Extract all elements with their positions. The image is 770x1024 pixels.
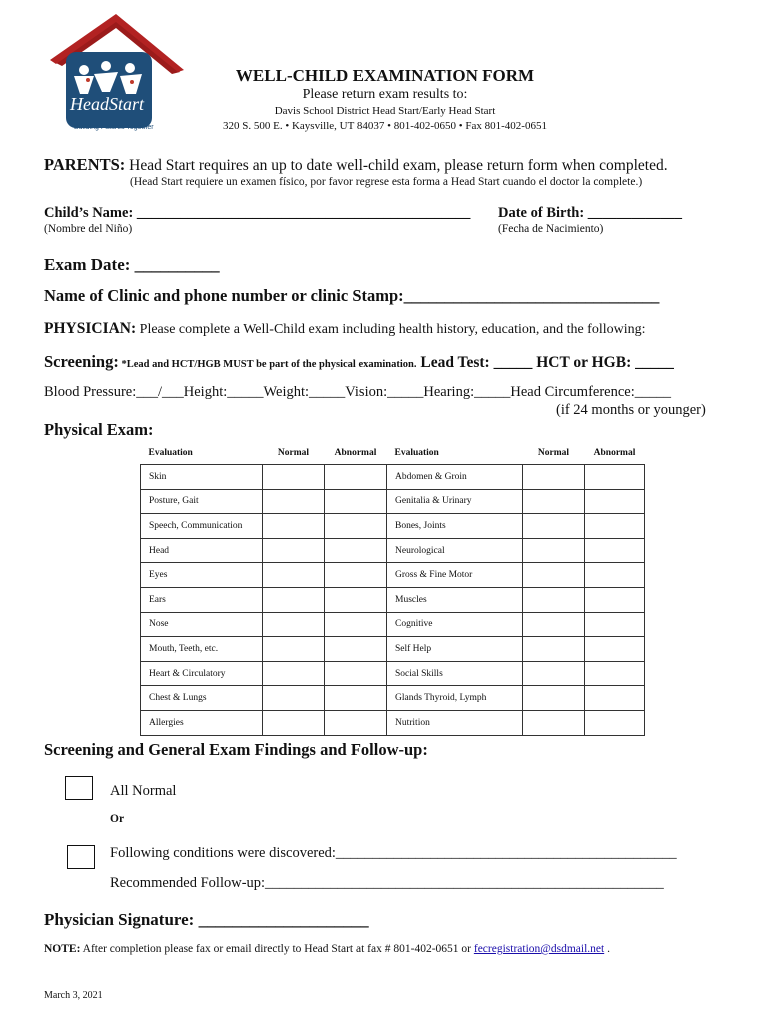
physician-text: Please complete a Well-Child exam including health history, education, and the following: (136, 322, 646, 337)
note-label: NOTE: (44, 943, 81, 955)
normal-check-cell[interactable] (263, 465, 325, 490)
screening-note: *Lead and HCT/HGB MUST be part of the physical examination. (118, 359, 417, 370)
abnormal-check-cell[interactable] (325, 686, 387, 711)
address-line: 320 S. 500 E. • Kaysville, UT 84037 • 801-402-0650 • Fax 801-402-0651 (223, 120, 547, 132)
normal-check-cell[interactable] (263, 587, 325, 612)
vitals-fields[interactable]: Blood Pressure:___/___Height:_____Weight:_____Vision:_____Hearing:_____Head Circumference:_____ (44, 384, 671, 400)
eval-label: Heart & Circulatory (141, 661, 263, 686)
clinic-field[interactable]: Name of Clinic and phone number or clinic Stamp:_______________________________ (44, 286, 660, 305)
eval-label: Skin (141, 465, 263, 490)
header-evaluation: Evaluation (148, 448, 193, 458)
eval-label: Eyes (141, 563, 263, 588)
child-name-field[interactable]: Child’s Name: ______________________________________________ (44, 205, 471, 221)
parents-text: Head Start requires an up to date well-child exam, please return form when completed. (125, 157, 668, 174)
table-row (141, 514, 645, 539)
eval-label: Bones, Joints (387, 514, 523, 539)
form-title: WELL-CHILD EXAMINATION FORM (235, 66, 535, 85)
parents-label: PARENTS: (44, 155, 126, 174)
normal-check-cell[interactable] (263, 538, 325, 563)
eval-label: Muscles (387, 587, 523, 612)
eval-label: Abdomen & Groin (387, 465, 523, 490)
headstart-logo (44, 14, 184, 139)
normal-check-cell[interactable] (263, 489, 325, 514)
normal-check-cell[interactable] (263, 710, 325, 735)
table-header-row (141, 442, 645, 465)
lead-hct-fields[interactable]: Lead Test: _____ HCT or HGB: _____ (416, 354, 674, 371)
abnormal-check-cell[interactable] (325, 465, 387, 490)
physician-line (44, 320, 646, 338)
eval-label: Social Skills (387, 661, 523, 686)
date-of-birth-spanish: (Fecha de Nacimiento) (498, 223, 604, 235)
abnormal-check-cell[interactable] (325, 538, 387, 563)
screening-label: Screening: (44, 352, 119, 371)
screening-line (44, 352, 674, 372)
note-end: . (604, 943, 610, 955)
abnormal-check-cell[interactable] (585, 612, 645, 637)
table-row (141, 489, 645, 514)
eval-label: Posture, Gait (141, 489, 263, 514)
normal-check-cell[interactable] (263, 514, 325, 539)
return-line: Please return exam results to: (302, 87, 468, 102)
district-line: Davis School District Head Start/Early Head Start (274, 105, 496, 117)
eval-label: Nutrition (387, 710, 523, 735)
all-normal-checkbox[interactable] (65, 776, 93, 800)
normal-check-cell[interactable] (523, 465, 585, 490)
header-normal: Normal (537, 448, 570, 458)
physical-exam-table (140, 442, 645, 736)
physician-label: PHYSICIAN: (44, 320, 137, 337)
conditions-field[interactable]: Following conditions were discovered:_______________________________________________ (110, 845, 677, 861)
note-text: After completion please fax or email directly to Head Start at fax # 801-402-0651 or (80, 943, 474, 955)
abnormal-check-cell[interactable] (585, 563, 645, 588)
normal-check-cell[interactable] (263, 563, 325, 588)
eval-label: Mouth, Teeth, etc. (141, 637, 263, 662)
abnormal-check-cell[interactable] (585, 514, 645, 539)
physician-signature-field[interactable]: Physician Signature: ____________________ (44, 910, 369, 929)
eval-label: Cognitive (387, 612, 523, 637)
table-row (141, 465, 645, 490)
normal-check-cell[interactable] (263, 612, 325, 637)
followup-field[interactable]: Recommended Follow-up:_______________________________________________________ (110, 875, 664, 891)
abnormal-check-cell[interactable] (585, 587, 645, 612)
header-abnormal: Abnormal (593, 448, 636, 458)
conditions-checkbox[interactable] (67, 845, 95, 869)
email-link[interactable]: fecregistration@dsdmail.net (473, 943, 605, 955)
eval-label: Speech, Communication (141, 514, 263, 539)
table-row (141, 563, 645, 588)
normal-check-cell[interactable] (523, 538, 585, 563)
normal-check-cell[interactable] (523, 514, 585, 539)
eval-label: Head (141, 538, 263, 563)
abnormal-check-cell[interactable] (325, 514, 387, 539)
note-line (44, 943, 610, 955)
head-circumference-note: (if 24 months or younger) (556, 402, 706, 418)
date-of-birth-field[interactable]: Date of Birth: _____________ (498, 205, 683, 221)
eval-label: Allergies (141, 710, 263, 735)
abnormal-check-cell[interactable] (585, 710, 645, 735)
abnormal-check-cell[interactable] (585, 637, 645, 662)
physical-exam-title: Physical Exam: (44, 420, 154, 439)
normal-check-cell[interactable] (523, 661, 585, 686)
eval-label: Self Help (387, 637, 523, 662)
table-row (141, 686, 645, 711)
parents-spanish: (Head Start requiere un examen físico, por favor regrese esta forma a Head Start cuando el doctor la complete.) (130, 176, 643, 188)
all-normal-label: All Normal (110, 783, 177, 799)
logo-tagline: Building Futures Together (74, 124, 154, 131)
eval-label: Chest & Lungs (141, 686, 263, 711)
table-row (141, 612, 645, 637)
abnormal-check-cell[interactable] (325, 637, 387, 662)
abnormal-check-cell[interactable] (325, 587, 387, 612)
exam-date-field[interactable]: Exam Date: __________ (44, 255, 220, 274)
header-abnormal: Abnormal (334, 448, 377, 458)
normal-check-cell[interactable] (523, 637, 585, 662)
abnormal-check-cell[interactable] (585, 465, 645, 490)
abnormal-check-cell[interactable] (325, 489, 387, 514)
child-name-spanish: (Nombre del Niño) (44, 223, 133, 235)
table-row (141, 710, 645, 735)
normal-check-cell[interactable] (523, 710, 585, 735)
abnormal-check-cell[interactable] (585, 661, 645, 686)
eval-label: Glands Thyroid, Lymph (387, 686, 523, 711)
abnormal-check-cell[interactable] (585, 538, 645, 563)
normal-check-cell[interactable] (523, 563, 585, 588)
footer-date: March 3, 2021 (44, 990, 103, 1001)
parents-line (44, 155, 668, 175)
normal-check-cell[interactable] (523, 489, 585, 514)
eval-label: Genitalia & Urinary (387, 489, 523, 514)
normal-check-cell[interactable] (523, 587, 585, 612)
header-evaluation: Evaluation (394, 448, 439, 458)
abnormal-check-cell[interactable] (325, 563, 387, 588)
abnormal-check-cell[interactable] (585, 489, 645, 514)
normal-check-cell[interactable] (263, 661, 325, 686)
findings-title: Screening and General Exam Findings and Follow-up: (44, 740, 428, 759)
eval-label: Gross & Fine Motor (387, 563, 523, 588)
header-normal: Normal (277, 448, 310, 458)
table-row (141, 538, 645, 563)
normal-check-cell[interactable] (523, 686, 585, 711)
normal-check-cell[interactable] (523, 612, 585, 637)
normal-check-cell[interactable] (263, 637, 325, 662)
table-row (141, 637, 645, 662)
eval-label: Ears (141, 587, 263, 612)
normal-check-cell[interactable] (263, 686, 325, 711)
abnormal-check-cell[interactable] (325, 612, 387, 637)
abnormal-check-cell[interactable] (585, 686, 645, 711)
abnormal-check-cell[interactable] (325, 710, 387, 735)
table-row (141, 661, 645, 686)
abnormal-check-cell[interactable] (325, 661, 387, 686)
table-row (141, 587, 645, 612)
logo-text: HeadStart (70, 94, 144, 114)
eval-label: Neurological (387, 538, 523, 563)
or-label: Or (110, 813, 125, 825)
eval-label: Nose (141, 612, 263, 637)
